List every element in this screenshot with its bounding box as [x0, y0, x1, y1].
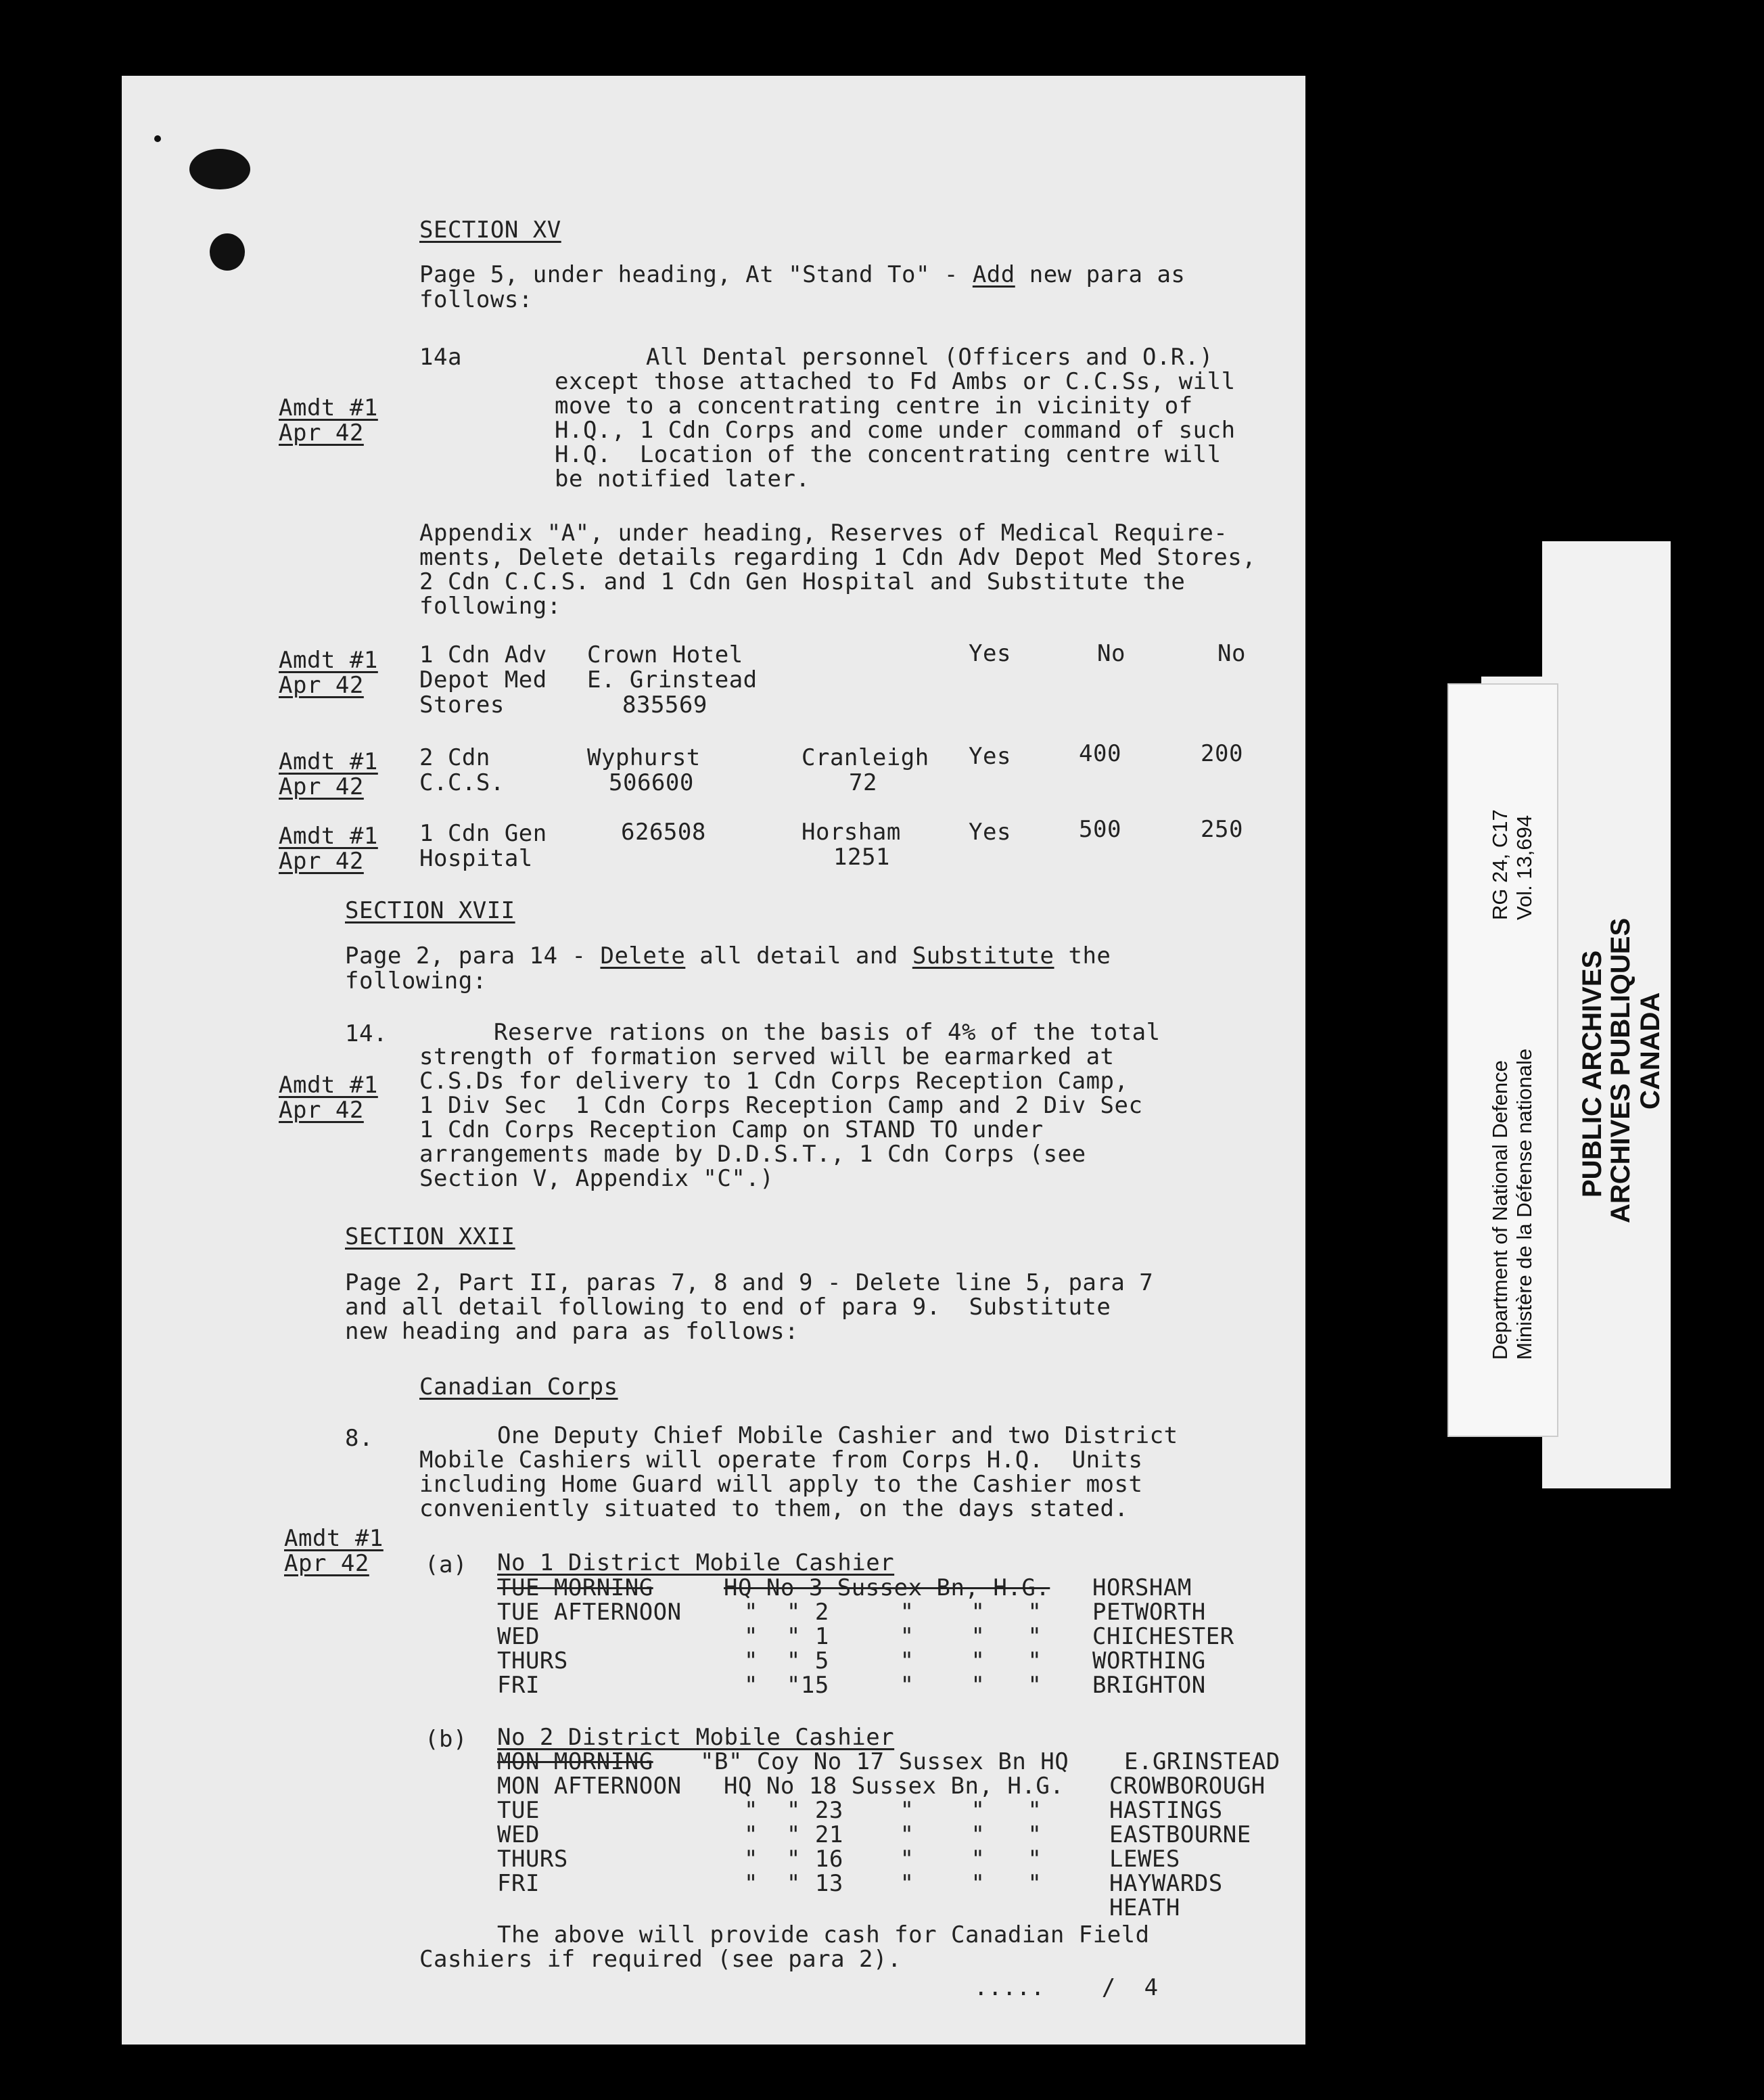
amendment-marker: Amdt #1	[279, 748, 378, 775]
med-location: 506600	[609, 769, 694, 796]
continuation-marker: ..... / 4	[974, 1974, 1159, 2001]
amendment-date: Apr 42	[279, 1097, 364, 1124]
sub-a-unit: HQ No 3 Sussex Bn, H.G.	[724, 1574, 1050, 1601]
archive-dept-en: Department of National Defence	[1488, 1060, 1512, 1360]
appendix-line: 2 Cdn C.C.S. and 1 Cdn Gen Hospital and Substitute the	[419, 568, 1186, 595]
sub-a-town: PETWORTH	[1092, 1599, 1206, 1626]
med-location: 835569	[622, 691, 707, 718]
sub-b-unit: " " 21 " " "	[744, 1821, 1042, 1848]
section-xvii-intro-cont: following:	[345, 967, 487, 995]
section-xvii-intro: Page 2, para 14 - Delete all detail and Substitute the	[345, 942, 1111, 969]
sub-a-day: WED	[497, 1623, 540, 1650]
sub-b-unit: " " 16 " " "	[744, 1846, 1042, 1873]
para-14-line: strength of formation served will be earmarked at	[419, 1043, 1115, 1070]
sub-b-town: E.GRINSTEAD	[1124, 1748, 1280, 1775]
para-14-number: 14.	[345, 1020, 388, 1047]
med-col3: No	[1217, 640, 1246, 667]
para-14a-line: be notified later.	[555, 465, 810, 493]
med-unit: Stores	[419, 691, 505, 718]
sub-a-unit: " "15 " " "	[744, 1672, 1042, 1699]
amendment-marker: Amdt #1	[279, 1072, 378, 1099]
archive-ref: RG 24, C17	[1488, 809, 1512, 920]
amendment-date: Apr 42	[279, 672, 364, 699]
sub-a-day: TUE MORNING	[497, 1574, 653, 1601]
archive-stamp-line2: ARCHIVES PUBLIQUES	[1606, 917, 1635, 1223]
amendment-marker: Amdt #1	[279, 823, 378, 850]
sub-a-day: THURS	[497, 1647, 568, 1674]
med-town: Cranleigh	[802, 744, 929, 771]
med-col1: Yes	[969, 819, 1011, 846]
para-14a-line: move to a concentrating centre in vicinity of	[555, 392, 1193, 419]
sub-b-day: TUE	[497, 1797, 540, 1824]
section-xxii-line: new heading and para as follows:	[345, 1318, 799, 1345]
para-14a-line: H.Q., 1 Cdn Corps and come under command of such	[555, 417, 1236, 444]
amendment-date: Apr 42	[284, 1550, 369, 1577]
med-unit: 1 Cdn Adv	[419, 641, 547, 668]
sub-b-day: FRI	[497, 1870, 540, 1897]
sub-a-town: CHICHESTER	[1092, 1623, 1234, 1650]
para-14-line: arrangements made by D.D.S.T., 1 Cdn Corps (see	[419, 1141, 1086, 1168]
amendment-date: Apr 42	[279, 848, 364, 875]
para-8-line: Mobile Cashiers will operate from Corps H.Q. Units	[419, 1446, 1143, 1474]
sub-b-unit: HQ No 18 Sussex Bn, H.G.	[724, 1773, 1065, 1800]
sub-b-day: MON AFTERNOON	[497, 1773, 682, 1800]
para-14-line: 1 Cdn Corps Reception Camp on STAND TO under	[419, 1116, 1044, 1143]
med-town: 72	[849, 769, 877, 796]
para-14-line: Reserve rations on the basis of 4% of the total	[494, 1019, 1161, 1046]
med-unit: C.C.S.	[419, 769, 505, 796]
archive-vol: Vol. 13,694	[1512, 815, 1536, 920]
sub-a-unit: " " 2 " " "	[744, 1599, 1042, 1626]
para-8-number: 8.	[345, 1425, 373, 1452]
med-col2: 400	[1079, 740, 1121, 767]
archive-stamp-line3: CANADA	[1635, 992, 1665, 1110]
binder-hole-top	[189, 149, 250, 189]
archive-dept-fr: Ministère de la Défense nationale	[1512, 1048, 1536, 1360]
sub-b-town: HAYWARDS	[1109, 1870, 1223, 1897]
appendix-line: Appendix "A", under heading, Reserves of Medical Require-	[419, 520, 1228, 547]
sub-a-label: (a)	[425, 1551, 467, 1578]
sub-b-town: EASTBOURNE	[1109, 1821, 1251, 1848]
section-xvii-heading: SECTION XVII	[345, 897, 515, 924]
archive-tab-notch-top	[1481, 541, 1542, 677]
sub-a-town: HORSHAM	[1092, 1574, 1192, 1601]
ink-speck	[154, 135, 161, 142]
sub-a-town: BRIGHTON	[1092, 1672, 1206, 1699]
med-col1: Yes	[969, 743, 1011, 770]
sub-b-unit: " " 23 " " "	[744, 1797, 1042, 1824]
sub-a-title: No 1 District Mobile Cashier	[497, 1549, 895, 1576]
para-14a-line: H.Q. Location of the concentrating centre will	[555, 441, 1222, 468]
appendix-line: ments, Delete details regarding 1 Cdn Adv Depot Med Stores,	[419, 544, 1257, 571]
med-col2: 500	[1079, 816, 1121, 843]
sub-b-day: WED	[497, 1821, 540, 1848]
sub-b-label: (b)	[425, 1726, 467, 1753]
section-xv-intro: Page 5, under heading, At "Stand To" - Add new para as	[419, 261, 1186, 288]
section-xxii-line: Page 2, Part II, paras 7, 8 and 9 - Delete line 5, para 7	[345, 1269, 1154, 1296]
sub-b-unit: " " 13 " " "	[744, 1870, 1042, 1897]
para-8-line: conveniently situated to them, on the days stated.	[419, 1495, 1129, 1522]
amendment-marker: Amdt #1	[279, 394, 378, 421]
sub-b-town: LEWES	[1109, 1846, 1180, 1873]
sub-b-town: HASTINGS	[1109, 1797, 1223, 1824]
med-unit: Depot Med	[419, 666, 547, 693]
med-town: 1251	[833, 844, 890, 871]
sub-b-title: No 2 District Mobile Cashier	[497, 1724, 895, 1751]
section-xxii-heading: SECTION XXII	[345, 1223, 515, 1250]
med-unit: 1 Cdn Gen	[419, 820, 547, 847]
section-xxii-line: and all detail following to end of para 9. Substitute	[345, 1294, 1111, 1321]
sub-b-town: HEATH	[1109, 1894, 1180, 1921]
sub-b-day: THURS	[497, 1846, 568, 1873]
sub-a-unit: " " 5 " " "	[744, 1647, 1042, 1674]
canadian-corps-heading: Canadian Corps	[419, 1373, 618, 1400]
appendix-line: following:	[419, 593, 561, 620]
amendment-date: Apr 42	[279, 773, 364, 800]
med-col3: 200	[1201, 740, 1243, 767]
med-location: 626508	[621, 819, 706, 846]
para-8-line: including Home Guard will apply to the Cashier most	[419, 1471, 1143, 1498]
binder-hole-bottom	[210, 233, 245, 271]
section-xv-heading: SECTION XV	[419, 216, 561, 244]
sub-b-town: CROWBOROUGH	[1109, 1773, 1266, 1800]
para-14a-number: 14a	[419, 344, 462, 371]
amendment-date: Apr 42	[279, 419, 364, 447]
para-14-line: Section V, Appendix "C".)	[419, 1165, 774, 1192]
med-town: Horsham	[802, 819, 901, 846]
amendment-marker: Amdt #1	[284, 1525, 384, 1552]
med-location: Wyphurst	[587, 744, 701, 771]
med-col3: 250	[1201, 816, 1243, 843]
para-14-line: C.S.Ds for delivery to 1 Cdn Corps Reception Camp,	[419, 1068, 1129, 1095]
sub-b-day: MON MORNING	[497, 1748, 653, 1775]
para-14a-line: All Dental personnel (Officers and O.R.)	[646, 344, 1213, 371]
archive-stamp-line1: PUBLIC ARCHIVES	[1577, 950, 1607, 1197]
sub-a-unit: " " 1 " " "	[744, 1623, 1042, 1650]
closing-line: The above will provide cash for Canadian Field	[497, 1921, 1150, 1948]
closing-line: Cashiers if required (see para 2).	[419, 1946, 902, 1973]
med-col1: Yes	[969, 640, 1011, 667]
sub-a-day: FRI	[497, 1672, 540, 1699]
para-14-line: 1 Div Sec 1 Cdn Corps Reception Camp and 2 Div Sec	[419, 1092, 1143, 1119]
med-location: Crown Hotel	[587, 641, 743, 668]
para-8-line: One Deputy Chief Mobile Cashier and two District	[497, 1422, 1178, 1449]
sub-a-day: TUE AFTERNOON	[497, 1599, 682, 1626]
sub-b-unit: "B" Coy No 17 Sussex Bn HQ	[700, 1748, 1069, 1775]
med-unit: 2 Cdn	[419, 744, 490, 771]
med-unit: Hospital	[419, 845, 533, 872]
section-xv-intro-cont: follows:	[419, 286, 533, 313]
amendment-marker: Amdt #1	[279, 647, 378, 674]
med-location: E. Grinstead	[587, 666, 758, 693]
para-14a-line: except those attached to Fd Ambs or C.C.Ss, will	[555, 368, 1236, 395]
sub-a-town: WORTHING	[1092, 1647, 1206, 1674]
med-col2: No	[1097, 640, 1125, 667]
